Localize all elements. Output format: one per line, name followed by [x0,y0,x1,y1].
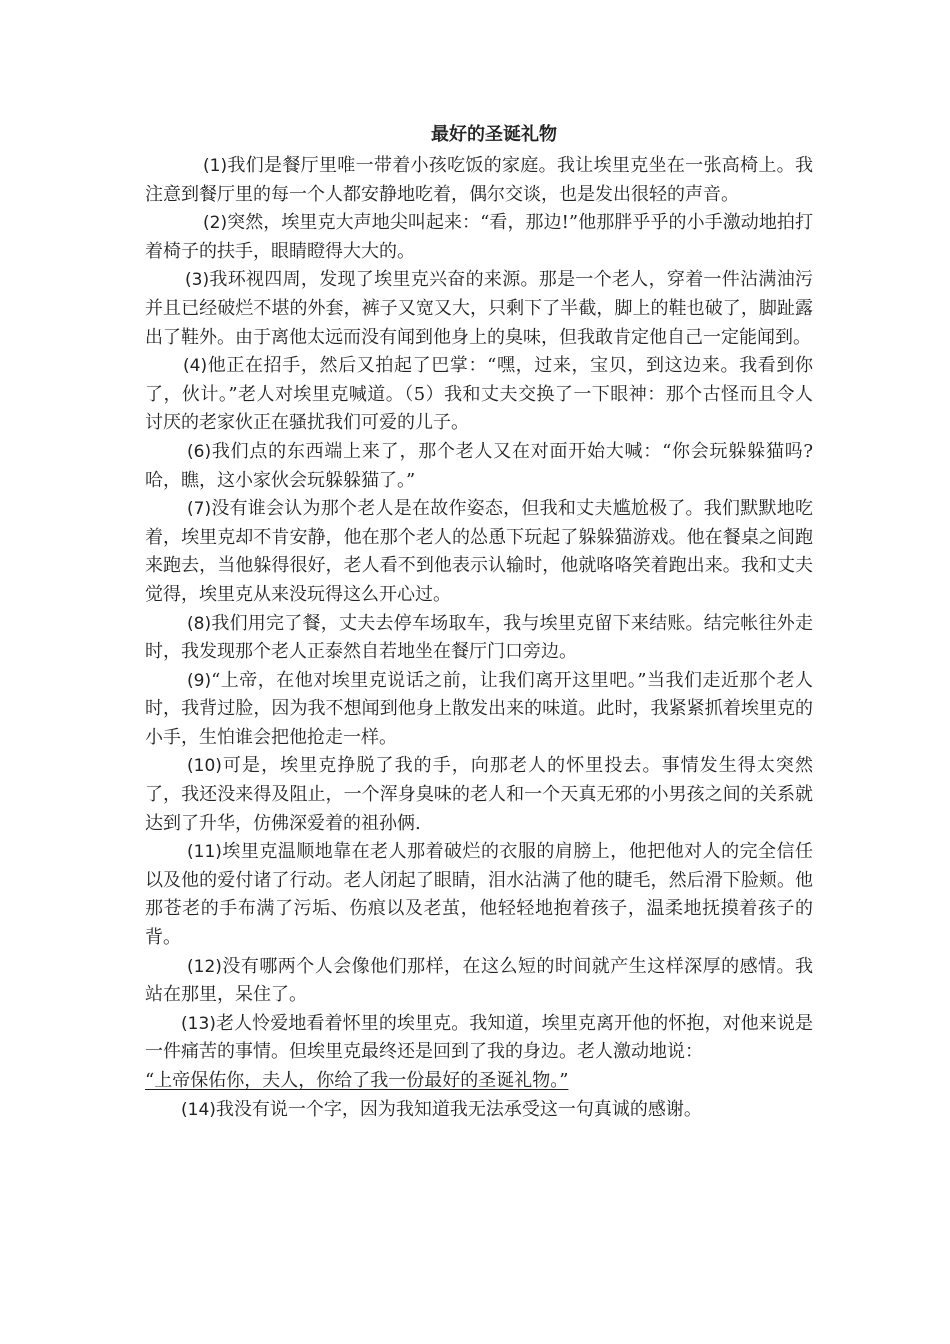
paragraph [145,438,813,495]
paragraph-number: (11) [187,842,222,863]
paragraph [145,1096,813,1125]
paragraph [145,838,813,952]
paragraph-text: 没有谁会认为那个老人是在故作姿态，但我和丈夫尴尬极了。我们默默地吃着，埃里克却不肯安静，他在那个老人的怂恿下玩起了躲躲猫游戏。他在餐桌之间跑来跑去，当他躲得很好，老人看不到他表示认输时，他就咯咯笑着跑出来。我和丈夫觉得，埃里克从来没玩得这么开心过。 [145,498,813,605]
paragraph-number: (12) [187,956,222,977]
paragraph-text: 我们用完了餐，丈夫去停车场取车，我与埃里克留下来结账。结完帐往外走时，我发现那个老人正泰然自若地坐在餐厅门口旁边。 [145,612,813,663]
paragraph-number: (7) [187,499,212,520]
paragraph-text: 我们点的东西端上来了，那个老人又在对面开始大喊：“你会玩躲躲猫吗?哈，瞧，这小家伙会玩躲躲猫了。” [145,440,813,491]
paragraph-text: 老人怜爱地看着怀里的埃里克。我知道，埃里克离开他的怀抱，对他来说是一件痛苦的事情。但埃里克最终还是回到了我的身边。老人激动地说： [145,1012,813,1063]
paragraph-text: 埃里克温顺地靠在老人那着破烂的衣服的肩膀上，他把他对人的完全信任以及他的爱付诸了行动。老人闭起了眼睛，泪水沾满了他的睫毛，然后滑下脸颊。他那苍老的手布满了污垢、伤痕以及老茧，他轻轻地抱着孩子，温柔地抚摸着孩子的背。 [145,841,813,949]
paragraph-number: (6) [187,441,212,462]
paragraph [145,953,813,1010]
paragraph [145,266,813,352]
paragraph [145,610,813,667]
paragraph-text: 可是，埃里克挣脱了我的手，向那老人的怀里投去。事情发生得太突然了，我还没来得及阻止，一个浑身臭味的老人和一个天真无邪的小男孩之间的关系就达到了升华，仿佛深爱着的祖孙俩. [145,755,813,834]
document-title: 最好的圣诞礼物 [431,124,557,145]
paragraph-number: (9) [187,670,212,691]
paragraph-number: (3) [185,270,210,291]
paragraph-text: 突然，埃里克大声地尖叫起来：“看，那边!”他那胖乎乎的小手激动地拍打着椅子的扶手，眼睛瞪得大大的。 [145,212,813,262]
underlined-quote: “上帝保佑你，夫人，你给了我一份最好的圣诞礼物。” [145,1070,569,1091]
paragraph-number: (4) [183,356,208,377]
paragraph-number: (2) [203,213,228,234]
paragraph-text: 我们是餐厅里唯一带着小孩吃饭的家庭。我让埃里克坐在一张高椅上。我注意到餐厅里的每一个人都安静地吃着，偶尔交谈，也是发出很轻的声音。 [145,155,813,205]
paragraph-number: (1) [203,156,228,176]
paragraph-text: “上帝，在他对埃里克说话之前，让我们离开这里吧。”当我们走近那个老人时，我背过脸，因为我不想闻到他身上散发出来的味道。此时，我紧紧抓着埃里克的小手，生怕谁会把他抢走一样。 [145,669,813,748]
paragraph [145,752,813,838]
paragraph-text: 没有哪两个人会像他们那样，在这么短的时间就产生这样深厚的感情。我站在那里，呆住了。 [145,955,813,1006]
paragraph [145,152,813,209]
paragraph-list [145,152,813,1124]
document-page [145,118,813,1124]
paragraph-text: 他正在招手，然后又拍起了巴掌：“嘿，过来，宝贝，到这边来。我看到你了，伙计。”老人对埃里克喊道。（5）我和丈夫交换了一下眼神：那个古怪而且令人讨厌的老家伙正在骚扰我们可爱的儿子。 [145,355,813,434]
paragraph [145,209,813,266]
paragraph [145,352,813,438]
paragraph-number: (14) [181,1099,216,1120]
paragraph-text: 我环视四周，发现了埃里克兴奋的来源。那是一个老人，穿着一件沾满油污并且已经破烂不堪的外套，裤子又宽又大，只剩下了半截，脚上的鞋也破了，脚趾露出了鞋外。由于离他太远而没有闻到他身上的臭味，但我敢肯定他自己一定能闻到。 [145,269,813,348]
paragraph [145,495,813,609]
paragraph [145,667,813,753]
paragraph-text: 我没有说一个字，因为我知道我无法承受这一句真诚的感谢。 [215,1098,702,1120]
paragraph [145,1010,813,1096]
paragraph-number: (8) [187,613,212,634]
paragraph-number: (13) [181,1013,216,1034]
paragraph-number: (10) [187,756,222,777]
